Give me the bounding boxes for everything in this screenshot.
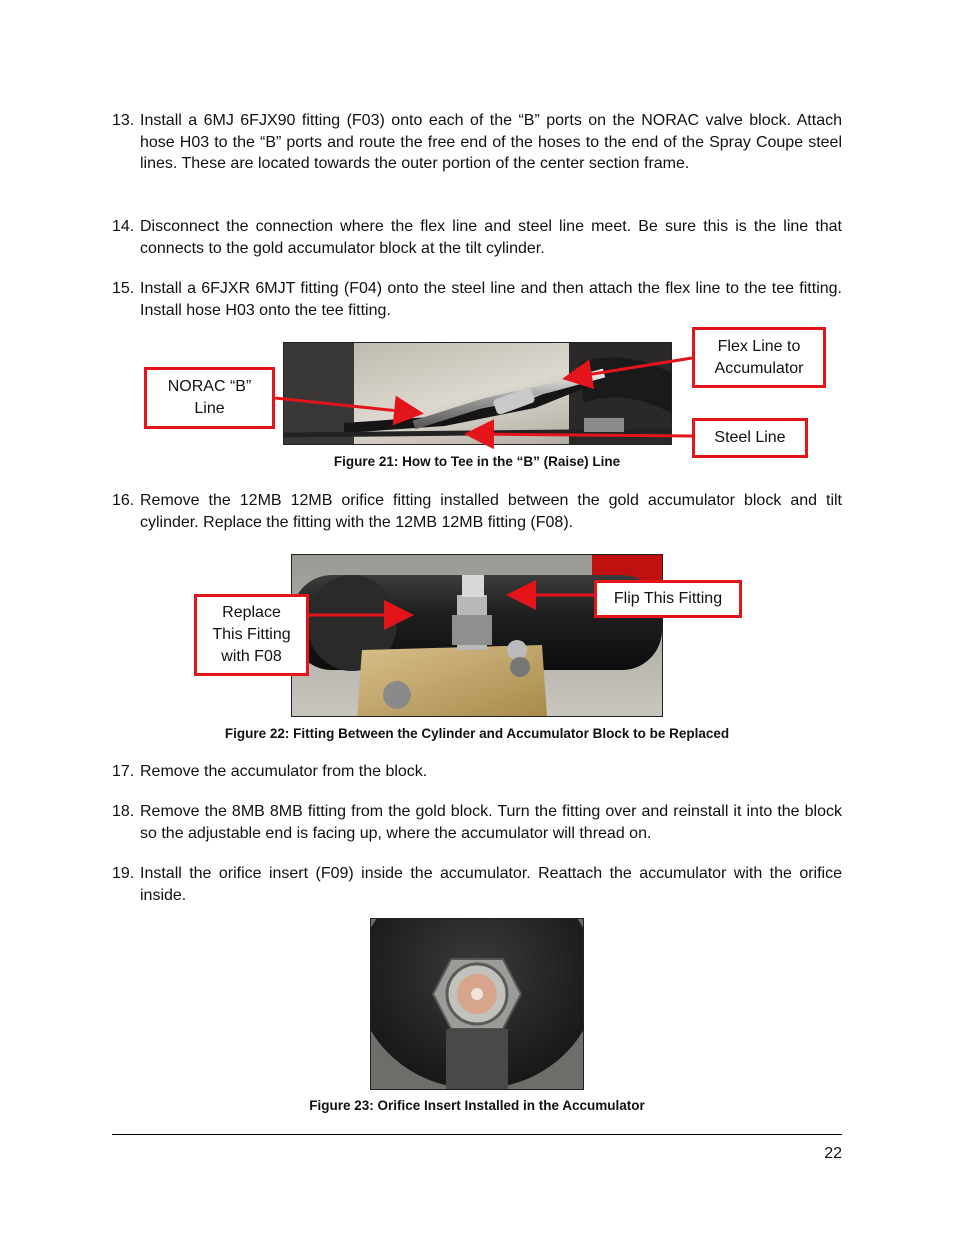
step-text: Remove the accumulator from the block. xyxy=(140,763,428,780)
callout-steel-line: Steel Line xyxy=(692,418,808,458)
step-text: Install a 6MJ 6FJX90 fitting (F03) onto each of the “B” ports on the NORAC valve block. Attach hose H03 to the “B” ports and route the free end of the hoses to the end of the Spray Coupe steel lines. These are located towards the outer portion of the center section frame. xyxy=(140,112,842,172)
step-15 xyxy=(112,278,842,321)
figure-23-caption: Figure 23: Orifice Insert Installed in the Accumulator xyxy=(309,1098,645,1113)
step-text: Install a 6FJXR 6MJT fitting (F04) onto the steel line and then attach the flex line to the tee fitting. Install hose H03 onto the tee fitting. xyxy=(140,280,842,319)
step-number: 19. xyxy=(112,865,135,882)
step-16 xyxy=(112,490,842,533)
step-text: Remove the 12MB 12MB orifice fitting installed between the gold accumulator block and tilt cylinder. Replace the fitting with the 12MB 12MB fitting (F08). xyxy=(140,492,842,531)
figure-22-photo xyxy=(291,554,663,717)
figure-22-caption: Figure 22: Fitting Between the Cylinder and Accumulator Block to be Replaced xyxy=(224,726,730,741)
footer-rule xyxy=(112,1134,842,1135)
callout-flip-fitting: Flip This Fitting xyxy=(594,580,742,618)
callout-flex-line: Flex Line to Accumulator xyxy=(692,327,826,388)
step-18 xyxy=(112,801,842,844)
step-number: 13. xyxy=(112,112,135,129)
callout-norac-b-line: NORAC “B” Line xyxy=(144,367,275,429)
step-number: 16. xyxy=(112,492,135,509)
step-number: 15. xyxy=(112,280,135,297)
step-13 xyxy=(112,110,842,175)
figure-23-photo xyxy=(370,918,584,1090)
step-number: 17. xyxy=(112,763,135,780)
figure-21-photo xyxy=(283,342,672,445)
step-text: Install the orifice insert (F09) inside the accumulator. Reattach the accumulator with the orifice inside. xyxy=(140,865,842,904)
step-14 xyxy=(112,216,842,259)
step-number: 14. xyxy=(112,218,135,235)
callout-replace-fitting: Replace This Fitting with F08 xyxy=(194,594,309,676)
step-text: Disconnect the connection where the flex line and steel line meet. Be sure this is the line that connects to the gold accumulator block at the tilt cylinder. xyxy=(140,218,842,257)
figure-21-caption: Figure 21: How to Tee in the “B” (Raise) Line xyxy=(333,454,621,469)
page-number: 22 xyxy=(824,1145,842,1162)
step-number: 18. xyxy=(112,803,135,820)
step-19 xyxy=(112,863,842,906)
step-17 xyxy=(112,761,842,783)
step-text: Remove the 8MB 8MB fitting from the gold block. Turn the fitting over and reinstall it into the block so the adjustable end is facing up, where the accumulator will thread on. xyxy=(140,803,842,842)
